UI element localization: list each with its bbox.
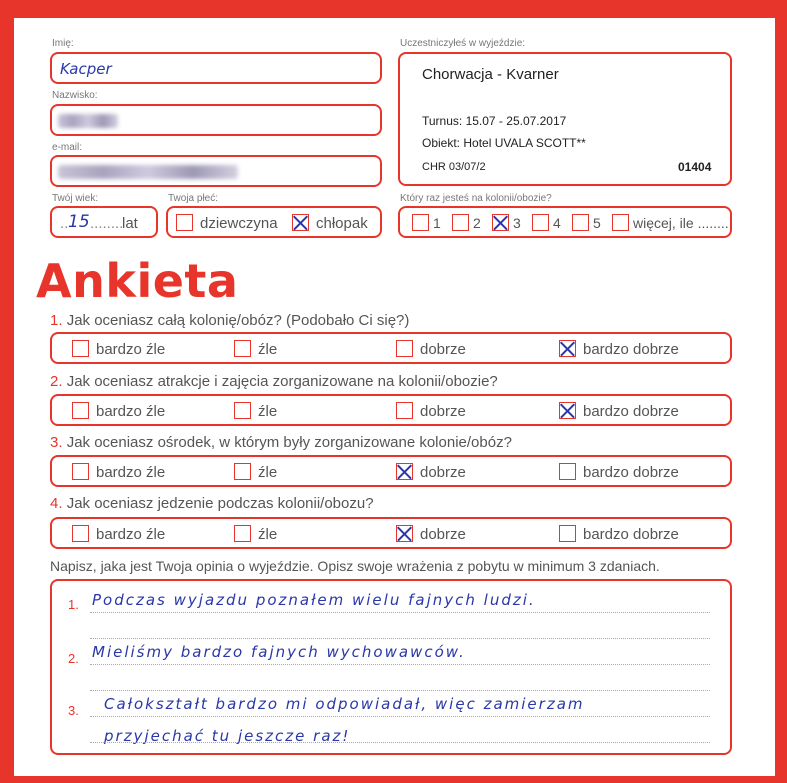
q3-very-bad-label: bardzo źle — [96, 464, 166, 481]
opinion-line-3-num: 3. — [68, 703, 79, 718]
opinion-prompt: Napisz, jaka jest Twoja opinia o wyjeździe. Opisz swoje wrażenia z pobytu w minimum 3 zdaniach. — [50, 558, 660, 574]
opinion-line-1-num: 1. — [68, 597, 79, 612]
q3-good-checkbox[interactable] — [396, 463, 413, 480]
q3-very-bad-checkbox[interactable] — [72, 463, 89, 480]
times-1-checkbox[interactable] — [412, 214, 429, 231]
surname-redacted — [58, 114, 118, 128]
times-3-label: 3 — [513, 215, 521, 231]
trip-label: Uczestniczyłeś w wyjeździe: — [400, 38, 526, 49]
q3-good-label: dobrze — [420, 464, 466, 481]
question-4: 4. Jak oceniasz jedzenie podczas kolonii/obozu? — [50, 495, 374, 512]
opinion-rule-4 — [90, 690, 710, 691]
email-redacted — [58, 165, 238, 179]
times-5-label: 5 — [593, 215, 601, 231]
q1-bad-checkbox[interactable] — [234, 340, 251, 357]
q2-bad-checkbox[interactable] — [234, 402, 251, 419]
times-2-checkbox[interactable] — [452, 214, 469, 231]
times-1-label: 1 — [433, 215, 441, 231]
gender-label: Twoja płeć: — [168, 193, 219, 204]
q2-good-checkbox[interactable] — [396, 402, 413, 419]
question-1-answers — [50, 332, 732, 364]
times-4-label: 4 — [553, 215, 561, 231]
age-unit: lat — [122, 215, 138, 232]
surname-label: Nazwisko: — [52, 90, 98, 101]
q2-very-good-checkbox[interactable] — [559, 402, 576, 419]
name-label: Imię: — [52, 38, 74, 49]
q1-very-bad-label: bardzo źle — [96, 341, 166, 358]
name-value: Kacper — [60, 60, 112, 78]
q4-good-label: dobrze — [420, 526, 466, 543]
age-value: 15 — [68, 212, 90, 232]
q4-very-good-checkbox[interactable] — [559, 525, 576, 542]
q2-good-label: dobrze — [420, 403, 466, 420]
trip-destination: Chorwacja - Kvarner — [422, 66, 559, 83]
q4-very-bad-label: bardzo źle — [96, 526, 166, 543]
times-3-checkbox[interactable] — [492, 214, 509, 231]
gender-field — [166, 206, 382, 238]
q1-very-good-label: bardzo dobrze — [583, 341, 679, 358]
trip-turnus: Turnus: 15.07 - 25.07.2017 — [422, 114, 567, 128]
age-field[interactable] — [50, 206, 158, 238]
trip-object: Obiekt: Hotel UVALA SCOTT** — [422, 136, 586, 150]
times-more-checkbox[interactable] — [612, 214, 629, 231]
q1-good-checkbox[interactable] — [396, 340, 413, 357]
q1-bad-label: źle — [258, 341, 278, 358]
age-dots-left: .. — [60, 215, 69, 232]
survey-title: Ankieta — [36, 254, 239, 308]
email-field[interactable] — [50, 155, 382, 187]
opinion-line-3b: przyjechać tu jeszcze raz! — [104, 727, 351, 745]
opinion-line-2-num: 2. — [68, 651, 79, 666]
q4-bad-checkbox[interactable] — [234, 525, 251, 542]
q2-very-bad-label: bardzo źle — [96, 403, 166, 420]
opinion-rule-1 — [90, 612, 710, 613]
q2-very-bad-checkbox[interactable] — [72, 402, 89, 419]
trip-number: 01404 — [678, 160, 712, 174]
email-label: e-mail: — [52, 142, 83, 153]
times-label: Który raz jesteś na kolonii/obozie? — [400, 193, 552, 204]
q2-bad-label: źle — [258, 403, 278, 420]
age-dots-right: ........ — [90, 215, 124, 232]
opinion-line-2: Mieliśmy bardzo fajnych wychowawców. — [92, 643, 466, 661]
q3-bad-checkbox[interactable] — [234, 463, 251, 480]
q4-very-good-label: bardzo dobrze — [583, 526, 679, 543]
times-4-checkbox[interactable] — [532, 214, 549, 231]
q3-bad-label: źle — [258, 464, 278, 481]
trip-box — [398, 52, 732, 186]
times-2-label: 2 — [473, 215, 481, 231]
trip-code: CHR 03/07/2 — [422, 161, 486, 173]
gender-boy-label: chłopak — [316, 215, 368, 232]
opinion-rule-6 — [90, 742, 710, 743]
opinion-rule-3 — [90, 664, 710, 665]
gender-girl-checkbox[interactable] — [176, 214, 193, 231]
question-4-answers — [50, 517, 732, 549]
gender-boy-checkbox[interactable] — [292, 214, 309, 231]
gender-girl-label: dziewczyna — [200, 215, 278, 232]
q1-good-label: dobrze — [420, 341, 466, 358]
opinion-line-3: Całokształt bardzo mi odpowiadał, więc zamierzam — [104, 695, 585, 713]
q2-very-good-label: bardzo dobrze — [583, 403, 679, 420]
name-field[interactable] — [50, 52, 382, 84]
q3-very-good-checkbox[interactable] — [559, 463, 576, 480]
opinion-line-1: Podczas wyjazdu poznałem wielu fajnych ludzi. — [92, 591, 536, 609]
question-2-answers — [50, 394, 732, 426]
age-label: Twój wiek: — [52, 193, 99, 204]
times-5-checkbox[interactable] — [572, 214, 589, 231]
q1-very-bad-checkbox[interactable] — [72, 340, 89, 357]
opinion-box[interactable] — [50, 579, 732, 755]
question-1: 1. Jak oceniasz całą kolonię/obóz? (Podobało Ci się?) — [50, 312, 410, 329]
q3-very-good-label: bardzo dobrze — [583, 464, 679, 481]
times-field — [398, 206, 732, 238]
q4-good-checkbox[interactable] — [396, 525, 413, 542]
opinion-rule-2 — [90, 638, 710, 639]
q4-very-bad-checkbox[interactable] — [72, 525, 89, 542]
surname-field[interactable] — [50, 104, 382, 136]
q4-bad-label: źle — [258, 526, 278, 543]
opinion-rule-5 — [90, 716, 710, 717]
times-more-label: więcej, ile ........ — [633, 215, 729, 231]
question-2: 2. Jak oceniasz atrakcje i zajęcia zorganizowane na kolonii/obozie? — [50, 373, 498, 390]
question-3-answers — [50, 455, 732, 487]
question-3: 3. Jak oceniasz ośrodek, w którym były zorganizowane kolonie/obóz? — [50, 434, 512, 451]
q1-very-good-checkbox[interactable] — [559, 340, 576, 357]
